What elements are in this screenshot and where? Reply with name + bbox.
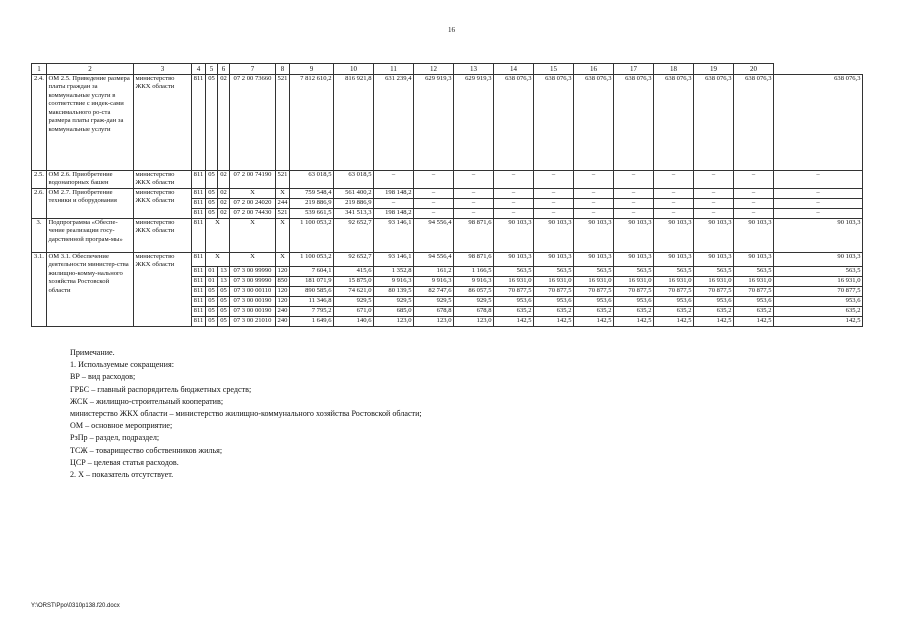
- code-cell: 05: [206, 208, 218, 218]
- code-cell: 02: [218, 171, 230, 189]
- header-cell: 11: [374, 64, 414, 75]
- amount-cell: 629 919,3: [414, 75, 454, 171]
- amount-cell: 7 604,1: [290, 266, 334, 276]
- amount-cell: 198 148,2: [374, 188, 414, 198]
- amount-cell: 1 649,6: [290, 316, 334, 326]
- amount-cell: 70 877,5: [694, 286, 734, 296]
- code-cell: 811: [192, 208, 206, 218]
- amount-cell: 142,5: [654, 316, 694, 326]
- amount-cell: 90 103,3: [494, 218, 534, 252]
- amount-cell: –: [414, 208, 454, 218]
- amount-cell: 98 871,6: [454, 252, 494, 266]
- code-cell: 240: [276, 316, 290, 326]
- amount-cell: 638 076,3: [774, 75, 863, 171]
- header-cell: 15: [534, 64, 574, 75]
- note-line: ЖСК – жилищно-строительный кооператив;: [70, 396, 224, 406]
- amount-cell: –: [774, 198, 863, 208]
- amount-cell: 93 146,1: [374, 218, 414, 252]
- code-cell: Х: [276, 218, 290, 252]
- amount-cell: 1 100 053,2: [290, 218, 334, 252]
- amount-cell: –: [654, 208, 694, 218]
- header-cell: 20: [734, 64, 774, 75]
- amount-cell: 90 103,3: [614, 218, 654, 252]
- amount-cell: 953,6: [694, 296, 734, 306]
- responsible-cell: министерство ЖКХ области: [134, 218, 192, 252]
- amount-cell: 90 103,3: [614, 252, 654, 266]
- amount-cell: 9 916,3: [374, 276, 414, 286]
- header-cell: 5: [206, 64, 218, 75]
- code-cell: 07 2 00 73660: [230, 75, 276, 171]
- code-cell: 07 2 00 74190: [230, 171, 276, 189]
- code-cell: 244: [276, 198, 290, 208]
- header-cell: 9: [290, 64, 334, 75]
- table-row: [32, 171, 863, 189]
- amount-cell: 635,2: [694, 306, 734, 316]
- amount-cell: 1 166,5: [454, 266, 494, 276]
- header-cell: 8: [276, 64, 290, 75]
- table-row: [32, 75, 863, 171]
- amount-cell: 219 886,9: [334, 198, 374, 208]
- code-cell: 07 3 00 99990: [230, 266, 276, 276]
- code-cell: 120: [276, 286, 290, 296]
- amount-cell: 92 652,7: [334, 252, 374, 266]
- amount-cell: 90 103,3: [654, 218, 694, 252]
- code-cell: 07 3 00 00190: [230, 296, 276, 306]
- code-cell: 811: [192, 198, 206, 208]
- amount-cell: 92 652,7: [334, 218, 374, 252]
- amount-cell: 142,5: [774, 316, 863, 326]
- amount-cell: –: [494, 188, 534, 198]
- amount-cell: 635,2: [654, 306, 694, 316]
- amount-cell: 638 076,3: [694, 75, 734, 171]
- amount-cell: 631 239,4: [374, 75, 414, 171]
- amount-cell: –: [734, 171, 774, 189]
- amount-cell: –: [454, 188, 494, 198]
- amount-cell: 74 621,0: [334, 286, 374, 296]
- header-cell: 10: [334, 64, 374, 75]
- note-line: ЦСР – целевая статья расходов.: [70, 457, 179, 467]
- header-cell: 7: [230, 64, 276, 75]
- item-name-cell: ОМ 2.6. Приобретение водонапорных башен: [47, 171, 134, 189]
- amount-cell: 70 877,5: [534, 286, 574, 296]
- code-cell: 05: [206, 286, 218, 296]
- amount-cell: 671,0: [334, 306, 374, 316]
- amount-cell: 1 100 053,2: [290, 252, 334, 266]
- amount-cell: –: [454, 198, 494, 208]
- amount-cell: 94 556,4: [414, 218, 454, 252]
- code-cell: 811: [192, 188, 206, 198]
- code-cell: 05: [218, 286, 230, 296]
- note-line: 2. Х – показатель отсутствует.: [70, 470, 174, 480]
- code-cell: 07 3 00 00110: [230, 286, 276, 296]
- amount-cell: –: [454, 208, 494, 218]
- header-cell: 12: [414, 64, 454, 75]
- amount-cell: 16 931,0: [574, 276, 614, 286]
- code-cell: 811: [192, 75, 206, 171]
- amount-cell: 561 400,2: [334, 188, 374, 198]
- note-line: министерство ЖКХ области – министерство жилищно-коммунального хозяйства Ростовской области;: [70, 409, 422, 419]
- header-cell: 13: [454, 64, 494, 75]
- responsible-cell: министерство ЖКХ области: [134, 252, 192, 326]
- code-cell: 120: [276, 266, 290, 276]
- amount-cell: 638 076,3: [534, 75, 574, 171]
- budget-table: [31, 63, 863, 327]
- amount-cell: 142,5: [614, 316, 654, 326]
- amount-cell: 953,6: [614, 296, 654, 306]
- amount-cell: 563,5: [734, 266, 774, 276]
- amount-cell: 563,5: [654, 266, 694, 276]
- amount-cell: –: [774, 188, 863, 198]
- amount-cell: 70 877,5: [614, 286, 654, 296]
- amount-cell: –: [574, 198, 614, 208]
- amount-cell: 638 076,3: [494, 75, 534, 171]
- amount-cell: 953,6: [534, 296, 574, 306]
- item-name-cell: ОМ 2.7. Приобретение техники и оборудования: [47, 188, 134, 218]
- amount-cell: 759 548,4: [290, 188, 334, 198]
- amount-cell: 15 875,0: [334, 276, 374, 286]
- amount-cell: 123,0: [454, 316, 494, 326]
- notes-title: Примечание.: [70, 348, 115, 357]
- amount-cell: 90 103,3: [734, 252, 774, 266]
- amount-cell: 1 352,8: [374, 266, 414, 276]
- code-cell: 01: [206, 276, 218, 286]
- code-cell: 02: [218, 208, 230, 218]
- amount-cell: 635,2: [614, 306, 654, 316]
- amount-cell: –: [494, 208, 534, 218]
- amount-cell: 90 103,3: [694, 252, 734, 266]
- code-cell: Х: [276, 188, 290, 198]
- code-cell: 811: [192, 316, 206, 326]
- header-cell: 6: [218, 64, 230, 75]
- amount-cell: –: [694, 171, 734, 189]
- amount-cell: 678,8: [414, 306, 454, 316]
- amount-cell: 678,8: [454, 306, 494, 316]
- amount-cell: 11 346,8: [290, 296, 334, 306]
- amount-cell: 90 103,3: [574, 218, 614, 252]
- amount-cell: 90 103,3: [654, 252, 694, 266]
- note-line: 1. Используемые сокращения:: [70, 360, 174, 370]
- amount-cell: –: [694, 208, 734, 218]
- amount-cell: –: [614, 171, 654, 189]
- item-name-cell: Подпрограмма «Обеспе-чение реализации госу-дарственной програм-мы»: [47, 218, 134, 252]
- amount-cell: 563,5: [614, 266, 654, 276]
- code-cell: 02: [218, 188, 230, 198]
- amount-cell: 635,2: [494, 306, 534, 316]
- header-cell: 2: [47, 64, 134, 75]
- amount-cell: –: [734, 188, 774, 198]
- amount-cell: 93 146,1: [374, 252, 414, 266]
- table-row: [32, 188, 863, 198]
- amount-cell: 929,5: [414, 296, 454, 306]
- note-line: ОМ – основное мероприятие;: [70, 421, 173, 431]
- header-cell: 16: [574, 64, 614, 75]
- code-cell: 811: [192, 266, 206, 276]
- note-line: ГРБС – главный распорядитель бюджетных средств;: [70, 384, 252, 394]
- amount-cell: 563,5: [534, 266, 574, 276]
- code-cell: 07 3 00 00190: [230, 306, 276, 316]
- amount-cell: 219 886,9: [290, 198, 334, 208]
- amount-cell: 816 921,8: [334, 75, 374, 171]
- amount-cell: 90 103,3: [494, 252, 534, 266]
- amount-cell: 70 877,5: [654, 286, 694, 296]
- note-line: ТСЖ – товарищество собственников жилья;: [70, 445, 223, 455]
- amount-cell: 7 812 610,2: [290, 75, 334, 171]
- item-name-cell: ОМ 3.1. Обеспечение деятельности министер-ства жилищно-комму-нального хозяйства Ростовской области: [47, 252, 134, 326]
- amount-cell: 142,5: [694, 316, 734, 326]
- code-cell: 05: [206, 171, 218, 189]
- code-cell: 05: [218, 306, 230, 316]
- amount-cell: 70 877,5: [494, 286, 534, 296]
- amount-cell: –: [494, 171, 534, 189]
- row-number-cell: 2.6.: [32, 188, 47, 218]
- amount-cell: –: [734, 198, 774, 208]
- code-cell: Х: [230, 188, 276, 198]
- code-cell: Х: [230, 252, 276, 266]
- header-cell: 17: [614, 64, 654, 75]
- code-cell: 05: [206, 198, 218, 208]
- amount-cell: 929,5: [454, 296, 494, 306]
- amount-cell: 929,5: [374, 296, 414, 306]
- amount-cell: –: [414, 198, 454, 208]
- amount-cell: 890 585,6: [290, 286, 334, 296]
- code-cell: 13: [218, 266, 230, 276]
- amount-cell: –: [774, 208, 863, 218]
- amount-cell: 90 103,3: [534, 252, 574, 266]
- code-cell: 05: [206, 188, 218, 198]
- amount-cell: 539 661,5: [290, 208, 334, 218]
- amount-cell: 90 103,3: [534, 218, 574, 252]
- code-cell: 521: [276, 75, 290, 171]
- amount-cell: –: [694, 188, 734, 198]
- code-cell: 07 3 00 21010: [230, 316, 276, 326]
- amount-cell: 70 877,5: [574, 286, 614, 296]
- amount-cell: 415,6: [334, 266, 374, 276]
- code-cell: 811: [192, 276, 206, 286]
- amount-cell: 563,5: [494, 266, 534, 276]
- item-name-cell: ОМ 2.5. Приведение размера платы граждан за коммунальные услуги в соответствие с индек-сами максимального ро-ста размера платы граж-дан за коммунальные услуги: [47, 75, 134, 171]
- header-cell: 14: [494, 64, 534, 75]
- code-cell: 120: [276, 296, 290, 306]
- code-cell: 05: [206, 296, 218, 306]
- amount-cell: 142,5: [494, 316, 534, 326]
- amount-cell: 16 931,0: [494, 276, 534, 286]
- header-cell: 1: [32, 64, 47, 75]
- header-row: [32, 64, 863, 75]
- amount-cell: 82 747,6: [414, 286, 454, 296]
- code-cell: 05: [218, 296, 230, 306]
- header-cell: 18: [654, 64, 694, 75]
- footer-file-path: Y:\ORST\Ppo\0310p138.f20.docx: [31, 603, 120, 609]
- amount-cell: –: [374, 171, 414, 189]
- amount-cell: 953,6: [494, 296, 534, 306]
- code-cell: 07 2 00 74430: [230, 208, 276, 218]
- note-line: ВР – вид расходов;: [70, 372, 136, 382]
- amount-cell: 70 877,5: [774, 286, 863, 296]
- amount-cell: 638 076,3: [654, 75, 694, 171]
- code-cell: 02: [218, 75, 230, 171]
- amount-cell: 90 103,3: [694, 218, 734, 252]
- amount-cell: –: [494, 198, 534, 208]
- header-cell: 3: [134, 64, 192, 75]
- code-cell: 07 3 00 99990: [230, 276, 276, 286]
- amount-cell: 563,5: [774, 266, 863, 276]
- amount-cell: –: [654, 198, 694, 208]
- code-cell: 521: [276, 171, 290, 189]
- amount-cell: –: [574, 171, 614, 189]
- code-cell: 811: [192, 296, 206, 306]
- amount-cell: 86 057,5: [454, 286, 494, 296]
- amount-cell: 123,0: [374, 316, 414, 326]
- amount-cell: 181 071,9: [290, 276, 334, 286]
- amount-cell: –: [414, 171, 454, 189]
- amount-cell: 953,6: [734, 296, 774, 306]
- amount-cell: 953,6: [574, 296, 614, 306]
- code-cell: 05: [218, 316, 230, 326]
- amount-cell: 9 916,3: [454, 276, 494, 286]
- notes-block: [70, 347, 422, 481]
- code-cell: 811: [192, 218, 206, 252]
- code-cell: 240: [276, 306, 290, 316]
- code-cell: 05: [206, 306, 218, 316]
- amount-cell: –: [534, 198, 574, 208]
- code-cell: 811: [192, 171, 206, 189]
- amount-cell: 16 931,0: [734, 276, 774, 286]
- amount-cell: 9 916,3: [414, 276, 454, 286]
- code-cell: 05: [206, 316, 218, 326]
- code-cell: 01: [206, 266, 218, 276]
- amount-cell: 341 513,3: [334, 208, 374, 218]
- amount-cell: 563,5: [694, 266, 734, 276]
- code-cell: 811: [192, 286, 206, 296]
- code-cell: Х: [206, 252, 230, 266]
- amount-cell: 929,5: [334, 296, 374, 306]
- amount-cell: 198 148,2: [374, 208, 414, 218]
- amount-cell: 635,2: [534, 306, 574, 316]
- amount-cell: 638 076,3: [574, 75, 614, 171]
- amount-cell: 953,6: [774, 296, 863, 306]
- amount-cell: 16 931,0: [614, 276, 654, 286]
- amount-cell: 140,6: [334, 316, 374, 326]
- amount-cell: 63 018,5: [334, 171, 374, 189]
- row-number-cell: 3.1.: [32, 252, 47, 326]
- amount-cell: 142,5: [734, 316, 774, 326]
- amount-cell: –: [454, 171, 494, 189]
- note-line: РзПр – раздел, подраздел;: [70, 433, 160, 443]
- amount-cell: –: [694, 198, 734, 208]
- amount-cell: –: [654, 188, 694, 198]
- row-number-cell: 3.: [32, 218, 47, 252]
- header-cell: 4: [192, 64, 206, 75]
- header-cell: 19: [694, 64, 734, 75]
- table-row: [32, 252, 863, 266]
- amount-cell: –: [614, 198, 654, 208]
- amount-cell: –: [774, 171, 863, 189]
- amount-cell: 161,2: [414, 266, 454, 276]
- row-number-cell: 2.5.: [32, 171, 47, 189]
- responsible-cell: министерство ЖКХ области: [134, 75, 192, 171]
- amount-cell: –: [734, 208, 774, 218]
- amount-cell: 638 076,3: [734, 75, 774, 171]
- code-cell: 521: [276, 208, 290, 218]
- amount-cell: 16 931,0: [534, 276, 574, 286]
- code-cell: 13: [218, 276, 230, 286]
- amount-cell: –: [574, 208, 614, 218]
- amount-cell: 80 139,5: [374, 286, 414, 296]
- amount-cell: –: [614, 188, 654, 198]
- amount-cell: –: [534, 208, 574, 218]
- amount-cell: 16 931,0: [774, 276, 863, 286]
- amount-cell: 98 871,6: [454, 218, 494, 252]
- code-cell: 05: [206, 75, 218, 171]
- amount-cell: –: [654, 171, 694, 189]
- amount-cell: 635,2: [734, 306, 774, 316]
- amount-cell: –: [534, 171, 574, 189]
- amount-cell: 635,2: [774, 306, 863, 316]
- code-cell: Х: [230, 218, 276, 252]
- amount-cell: 63 018,5: [290, 171, 334, 189]
- amount-cell: 563,5: [574, 266, 614, 276]
- amount-cell: –: [414, 188, 454, 198]
- amount-cell: 90 103,3: [774, 252, 863, 266]
- amount-cell: 16 931,0: [654, 276, 694, 286]
- amount-cell: –: [534, 188, 574, 198]
- amount-cell: 142,5: [534, 316, 574, 326]
- code-cell: Х: [276, 252, 290, 266]
- responsible-cell: министерство ЖКХ области: [134, 188, 192, 218]
- table-row: [32, 218, 863, 252]
- amount-cell: 142,5: [574, 316, 614, 326]
- amount-cell: 629 919,3: [454, 75, 494, 171]
- amount-cell: 953,6: [654, 296, 694, 306]
- code-cell: 02: [218, 198, 230, 208]
- code-cell: 811: [192, 306, 206, 316]
- amount-cell: 16 931,0: [694, 276, 734, 286]
- amount-cell: 70 877,5: [734, 286, 774, 296]
- code-cell: 811: [192, 252, 206, 266]
- amount-cell: –: [374, 198, 414, 208]
- amount-cell: 90 103,3: [734, 218, 774, 252]
- amount-cell: 7 795,2: [290, 306, 334, 316]
- amount-cell: 94 556,4: [414, 252, 454, 266]
- amount-cell: 123,0: [414, 316, 454, 326]
- code-cell: 850: [276, 276, 290, 286]
- code-cell: Х: [206, 218, 230, 252]
- amount-cell: 638 076,3: [614, 75, 654, 171]
- row-number-cell: 2.4.: [32, 75, 47, 171]
- code-cell: 07 2 00 24020: [230, 198, 276, 208]
- amount-cell: 90 103,3: [774, 218, 863, 252]
- amount-cell: 685,0: [374, 306, 414, 316]
- amount-cell: –: [574, 188, 614, 198]
- amount-cell: –: [614, 208, 654, 218]
- page-number: 16: [448, 26, 455, 34]
- amount-cell: 90 103,3: [574, 252, 614, 266]
- responsible-cell: министерство ЖКХ области: [134, 171, 192, 189]
- amount-cell: 635,2: [574, 306, 614, 316]
